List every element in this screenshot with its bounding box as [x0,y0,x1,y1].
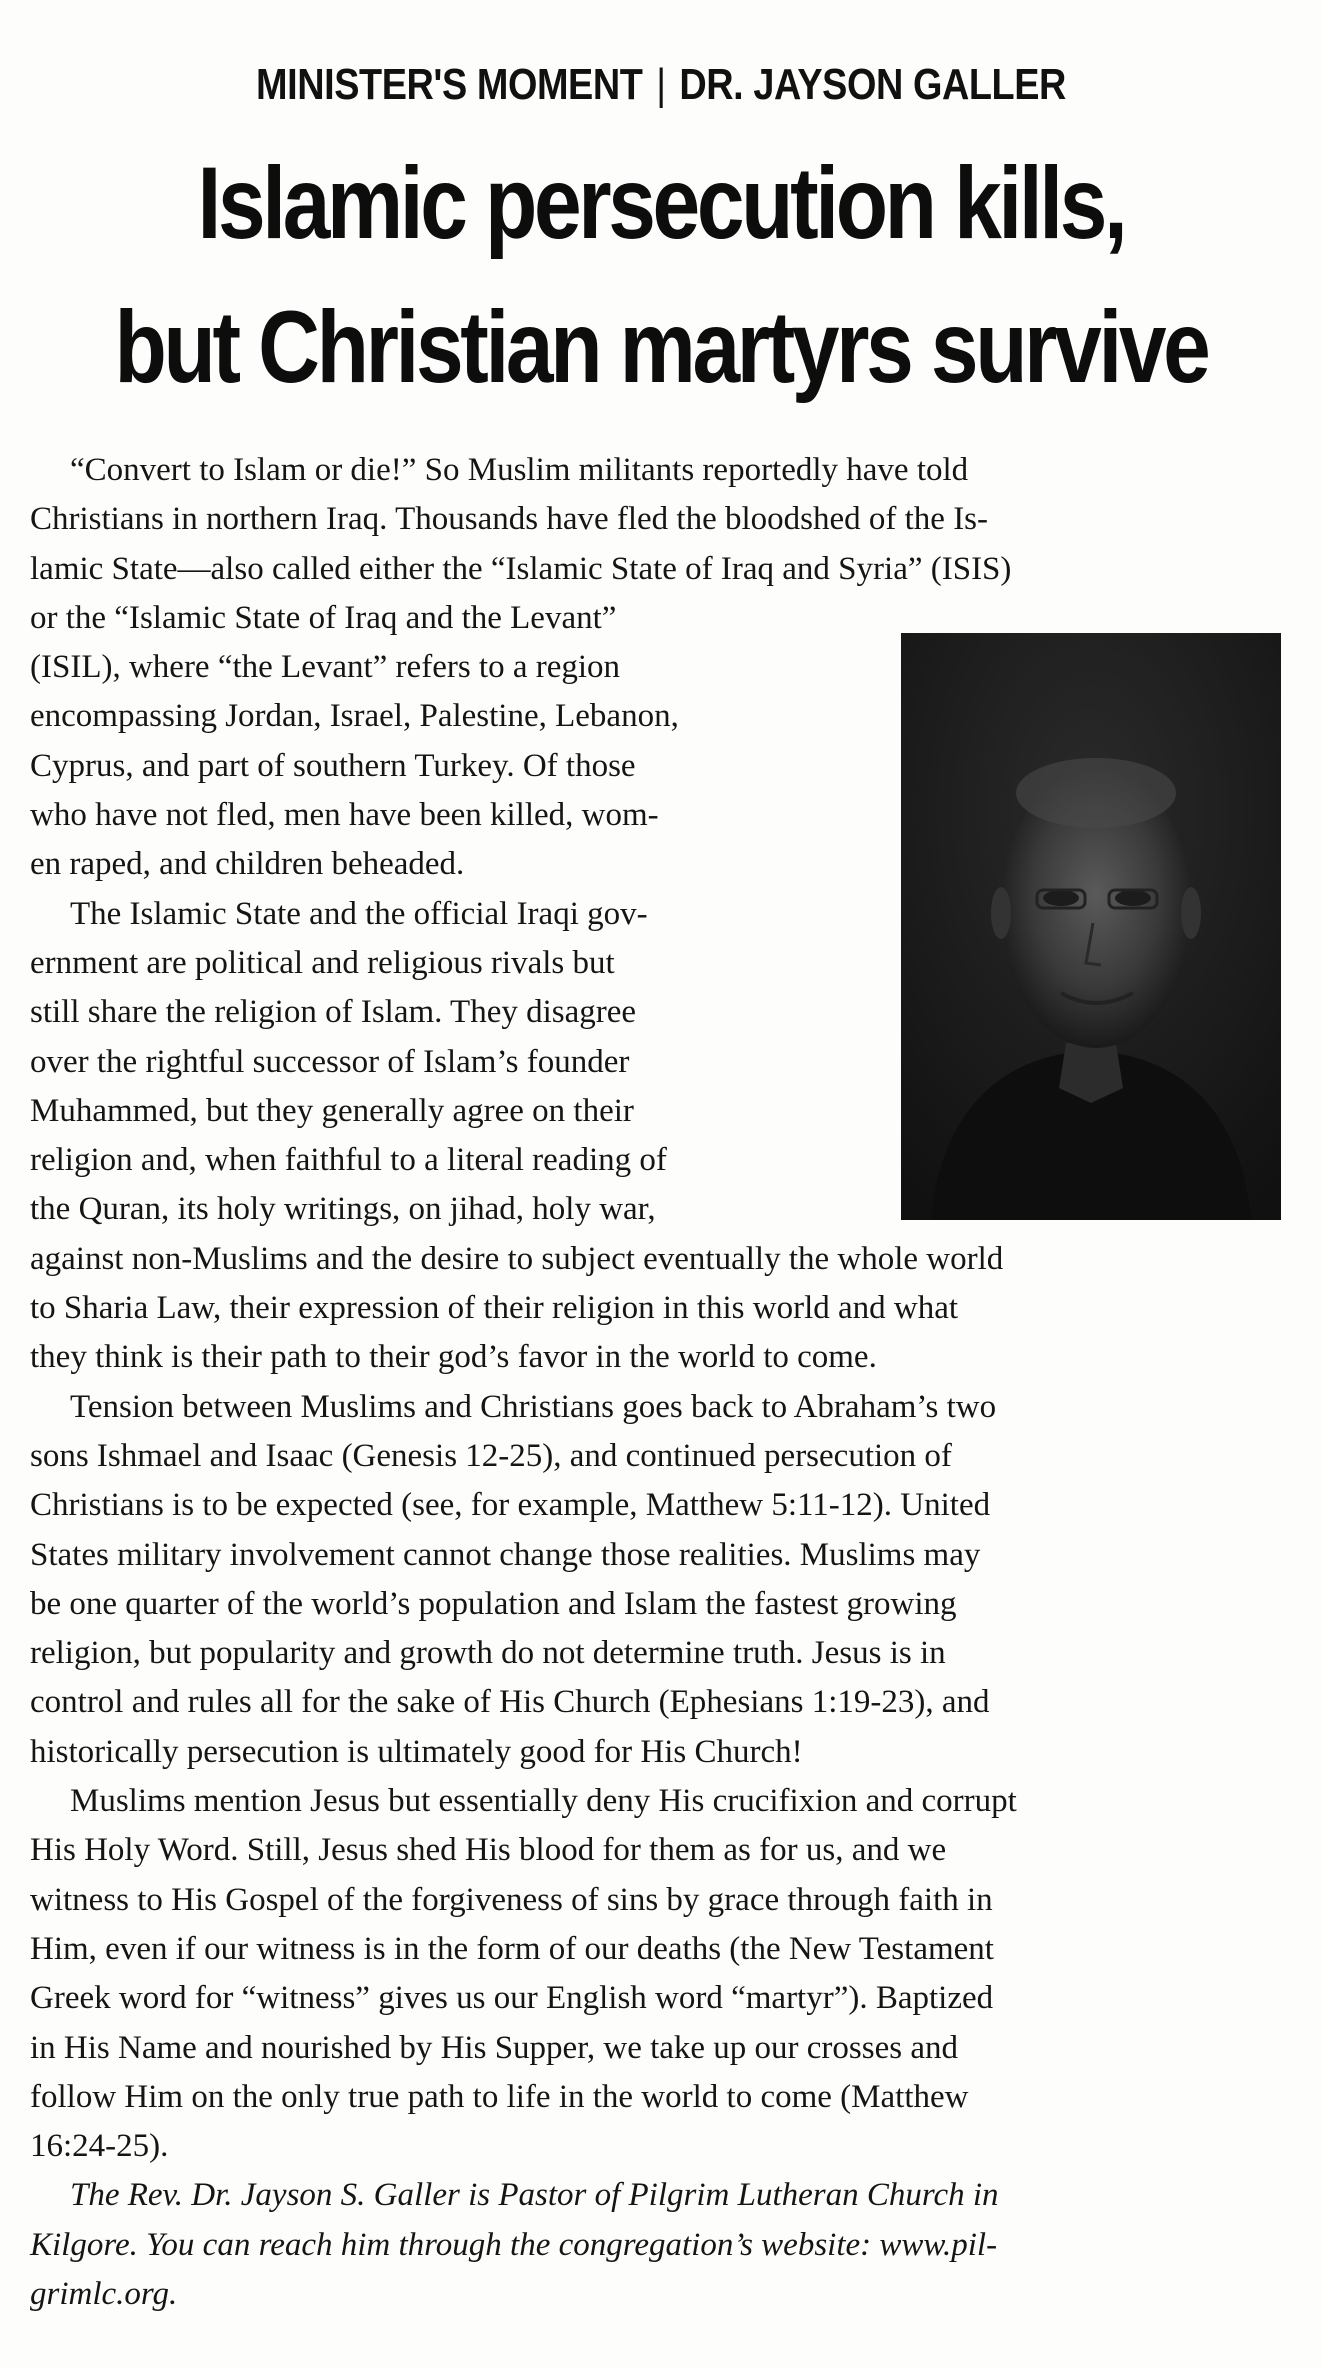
article-line: Muhammed, but they generally agree on their [30,1092,634,1129]
kicker-separator: | [656,60,666,109]
article-line: The Islamic State and the official Iraqi gov- [70,895,648,932]
author-bio-line: The Rev. Dr. Jayson S. Galler is Pastor of Pilgrim Lutheran Church in [70,2177,999,2214]
column-kicker [93,60,1230,110]
article-line: be one quarter of the world’s population and Islam the fastest growing [30,1585,957,1622]
article-line: they think is their path to their god’s favor in the world to come. [30,1339,877,1376]
article-line: over the rightful successor of Islam’s founder [30,1043,630,1080]
article-line: States military involvement cannot change those realities. Muslims may [30,1536,981,1573]
article-line: against non-Muslims and the desire to subject eventually the whole world [30,1240,1004,1277]
article-line: lamic State—also called either the “Islamic State of Iraq and Syria” (ISIS) [30,550,1012,587]
article-line: 16:24-25). [30,2128,169,2165]
article-line: “Convert to Islam or die!” So Muslim militants reportedly have told [70,452,969,488]
headline-line-2: but Christian martyrs survive [114,290,1208,404]
article-line: Cyprus, and part of southern Turkey. Of those [30,747,636,784]
article-line: to Sharia Law, their expression of their religion in this world and what [30,1290,959,1327]
article-line: Greek word for “witness” gives us our English word “martyr”). Baptized [30,1980,994,2017]
article-line: the Quran, its holy writings, on jihad, holy war, [30,1191,656,1228]
article-line: control and rules all for the sake of His Church (Ephesians 1:19-23), and [30,1684,990,1721]
article-line: ernment are political and religious rivals but [30,944,615,981]
author-bio-line: grimlc.org. [30,2275,178,2312]
article-line: or the “Islamic State of Iraq and the Levant” [30,599,617,636]
column-author: DR. JAYSON GALLER [679,60,1066,109]
article-line: still share the religion of Islam. They disagree [30,994,637,1031]
article-line: Christians in northern Iraq. Thousands have fled the bloodshed of the Is- [30,501,989,538]
headline-line-1: Islamic persecution kills, [197,146,1125,260]
article-line: witness to His Gospel of the forgiveness of sins by grace through faith in [30,1881,993,1918]
article-line: Christians is to be expected (see, for example, Matthew 5:11-12). United [30,1487,991,1524]
column-name: MINISTER'S MOMENT [256,60,643,109]
article-line: encompassing Jordan, Israel, Palestine, Lebanon, [30,698,679,735]
article-line: in His Name and nourished by His Supper, we take up our crosses and [30,2029,958,2066]
article-line: who have not fled, men have been killed, wom- [30,797,659,834]
article-line: Muslims mention Jesus but essentially deny His crucifixion and corrupt [70,1783,1017,1820]
article-line: sons Ishmael and Isaac (Genesis 12-25), and continued persecution of [30,1437,952,1474]
article-line: en raped, and children beheaded. [30,846,465,883]
author-bio-line: Kilgore. You can reach him through the congregation’s website: www.pil- [30,2226,998,2263]
article-line: Him, even if our witness is in the form of our deaths (the New Testament [30,1930,994,1967]
article-line: follow Him on the only true path to life in the world to come (Matthew [30,2078,969,2115]
article-line: (ISIL), where “the Levant” refers to a region [30,649,621,686]
article-line: His Holy Word. Still, Jesus shed His blood for them as for us, and we [30,1832,947,1869]
article-body [30,446,1270,2319]
article-line: religion, but popularity and growth do not determine truth. Jesus is in [30,1635,946,1672]
article-line: Tension between Muslims and Christians goes back to Abraham’s two [70,1388,997,1425]
article-line: historically persecution is ultimately good for His Church! [30,1733,803,1770]
article-line: religion and, when faithful to a literal reading of [30,1142,667,1179]
